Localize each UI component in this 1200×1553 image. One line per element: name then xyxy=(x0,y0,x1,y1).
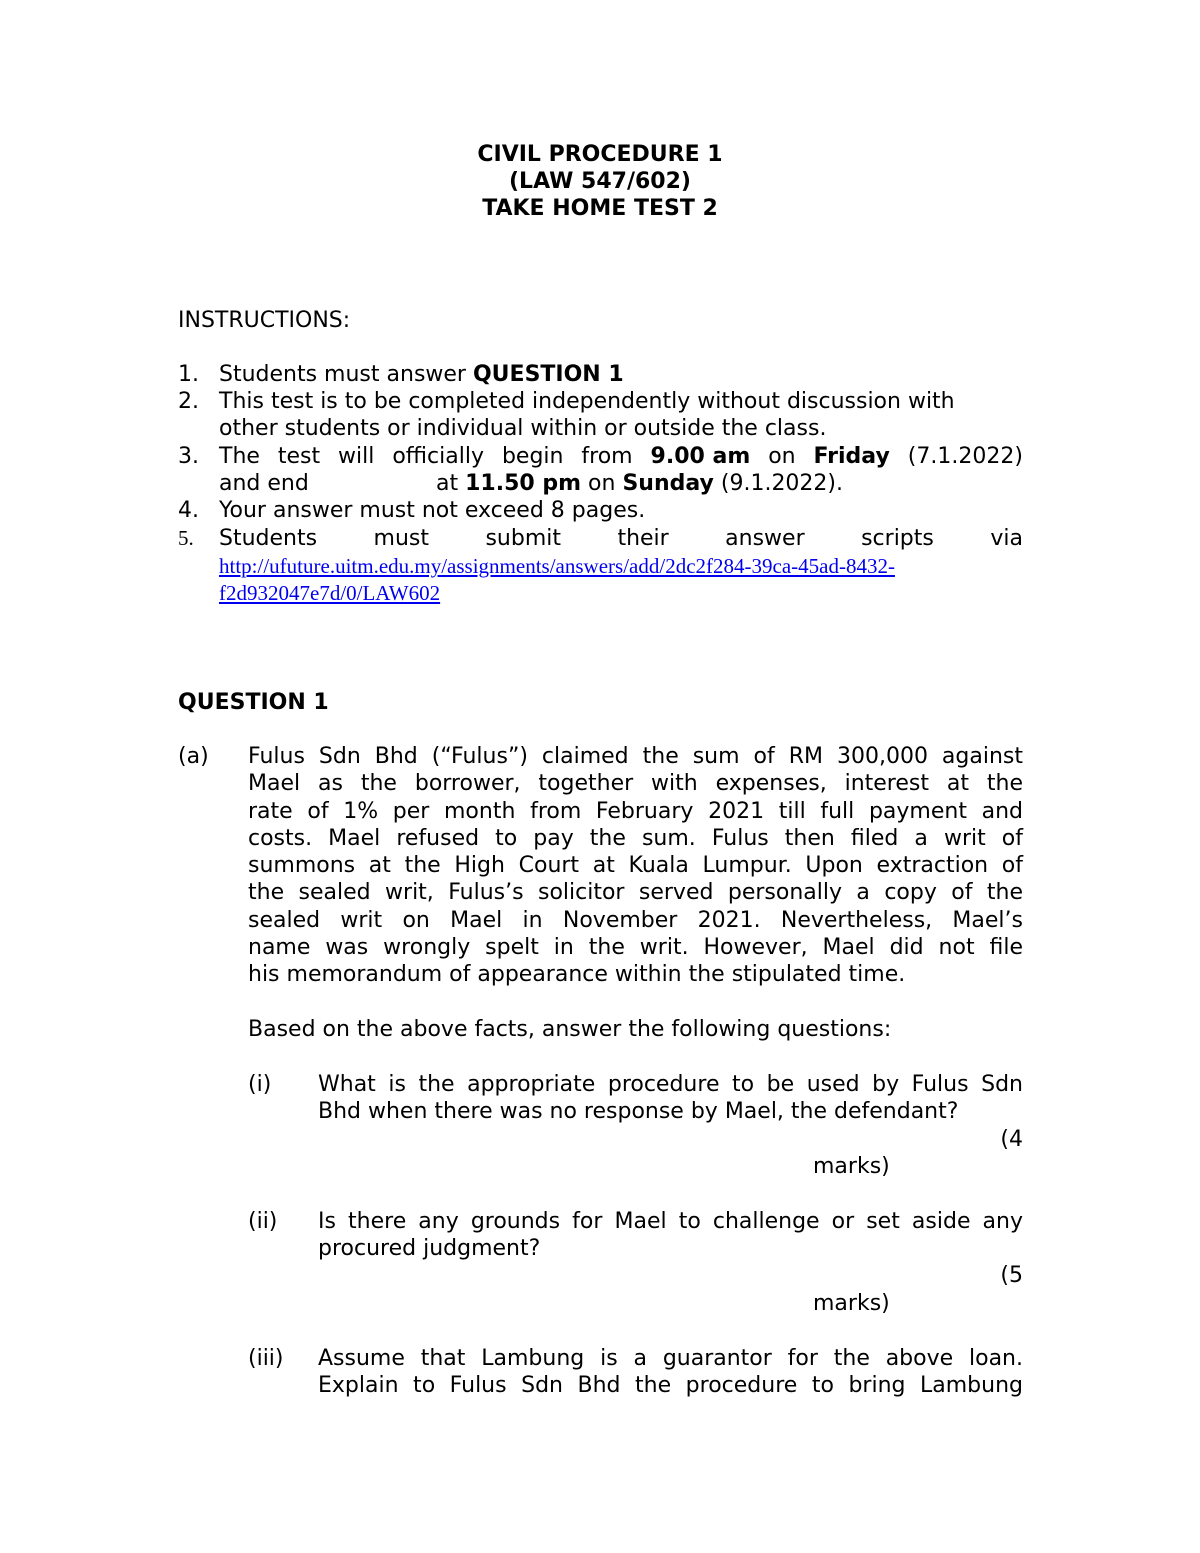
word: from xyxy=(581,444,633,469)
instructions-heading: INSTRUCTIONS: xyxy=(178,308,351,333)
paragraph-line: sealed writ on Mael in November 2021. Nevertheless, Mael’s xyxy=(248,907,1023,933)
word: will xyxy=(338,444,375,469)
paragraph-line: the sealed writ, Fulus’s solicitor served personally a copy of the xyxy=(248,880,1023,906)
paragraph-line: costs. Mael refused to pay the sum. Fulus then filed a writ of xyxy=(248,825,1023,851)
start-time: 9.00 am xyxy=(650,444,751,469)
course-code: (LAW 547/602) xyxy=(509,169,691,194)
paragraph-line: Fulus Sdn Bhd (“Fulus”) claimed the sum of RM 300,000 against xyxy=(248,744,1023,769)
end-date: (9.1.2022). xyxy=(720,471,844,496)
part-a-prompt: Based on the above facts, answer the following questions: xyxy=(248,1017,892,1042)
sub-question-label: (iii) xyxy=(248,1346,284,1371)
sub-question-iii-line-1: Assume that Lambung is a guarantor for the above loan. xyxy=(318,1346,1023,1371)
part-a-body xyxy=(248,743,1023,989)
instruction-number: 4. xyxy=(178,498,199,523)
instruction-text: Students must answer xyxy=(219,362,473,387)
instruction-number: 2. xyxy=(178,389,199,414)
part-a-label: (a) xyxy=(178,744,209,769)
question-heading: QUESTION 1 xyxy=(178,690,329,715)
instruction-item-3-line-2-cont xyxy=(436,470,843,497)
instruction-item-3-line-2: and end xyxy=(219,471,309,496)
marks-close: marks) xyxy=(813,1154,890,1179)
word: submit xyxy=(485,526,561,551)
word: on xyxy=(588,471,616,496)
sub-question-label: (i) xyxy=(248,1072,272,1097)
end-day: Sunday xyxy=(622,471,714,496)
start-day: Friday xyxy=(813,444,890,469)
sub-question-i-line-2: Bhd when there was no response by Mael, the defendant? xyxy=(318,1099,959,1124)
sub-question-ii-line-2: procured judgment? xyxy=(318,1236,541,1261)
instruction-item-2-line-1: This test is to be completed independently without discussion with xyxy=(219,389,955,414)
word: The xyxy=(219,444,260,469)
test-title: TAKE HOME TEST 2 xyxy=(482,196,718,221)
submission-link-line-1[interactable]: http://ufuture.uitm.edu.my/assignments/answers/add/2dc2f284-39ca-45ad-8432- xyxy=(219,554,895,578)
instruction-item-4: Your answer must not exceed 8 pages. xyxy=(219,498,646,523)
instruction-item-2-line-2: other students or individual within or outside the class. xyxy=(219,416,827,441)
word: their xyxy=(617,526,669,551)
paragraph-line: summons at the High Court at Kuala Lumpur. Upon extraction of xyxy=(248,853,1023,879)
document-title: CIVIL PROCEDURE 1 xyxy=(477,142,723,167)
end-time: 11.50 pm xyxy=(465,471,582,496)
word: at xyxy=(436,471,459,496)
word: scripts xyxy=(861,526,934,551)
instruction-item-5-line-1 xyxy=(219,525,1023,552)
word: must xyxy=(373,526,429,551)
instruction-item-1 xyxy=(219,361,624,388)
word: officially xyxy=(392,444,484,469)
word: on xyxy=(768,444,796,469)
instruction-item-3-line-1 xyxy=(219,443,1023,470)
word: begin xyxy=(501,444,564,469)
word: Students xyxy=(219,526,318,551)
instruction-number: 5. xyxy=(178,526,194,550)
paragraph-line: Mael as the borrower, together with expenses, interest at the xyxy=(248,771,1023,797)
paragraph-line: name was wrongly spelt in the writ. However, Mael did not file xyxy=(248,935,1023,961)
sub-question-i-line-1: What is the appropriate procedure to be used by Fulus Sdn xyxy=(318,1072,1023,1097)
marks-open: (4 xyxy=(1000,1127,1023,1152)
instruction-emphasis: QUESTION 1 xyxy=(472,362,624,387)
word: via xyxy=(990,526,1023,551)
submission-link-line-2[interactable]: f2d932047e7d/0/LAW602 xyxy=(219,581,441,605)
start-date: (7.1.2022) xyxy=(907,444,1023,469)
sub-question-label: (ii) xyxy=(248,1209,278,1234)
sub-question-ii-line-1: Is there any grounds for Mael to challenge or set aside any xyxy=(318,1209,1023,1234)
paragraph-line: his memorandum of appearance within the stipulated time. xyxy=(248,962,906,988)
instruction-number: 1. xyxy=(178,362,199,387)
word: test xyxy=(277,444,321,469)
word: answer xyxy=(725,526,805,551)
marks-open: (5 xyxy=(1000,1263,1023,1288)
paragraph-line: rate of 1% per month from February 2021 till full payment and xyxy=(248,798,1023,824)
sub-question-iii-line-2: Explain to Fulus Sdn Bhd the procedure to bring Lambung xyxy=(318,1373,1023,1398)
marks-close: marks) xyxy=(813,1291,890,1316)
instruction-number: 3. xyxy=(178,444,199,469)
